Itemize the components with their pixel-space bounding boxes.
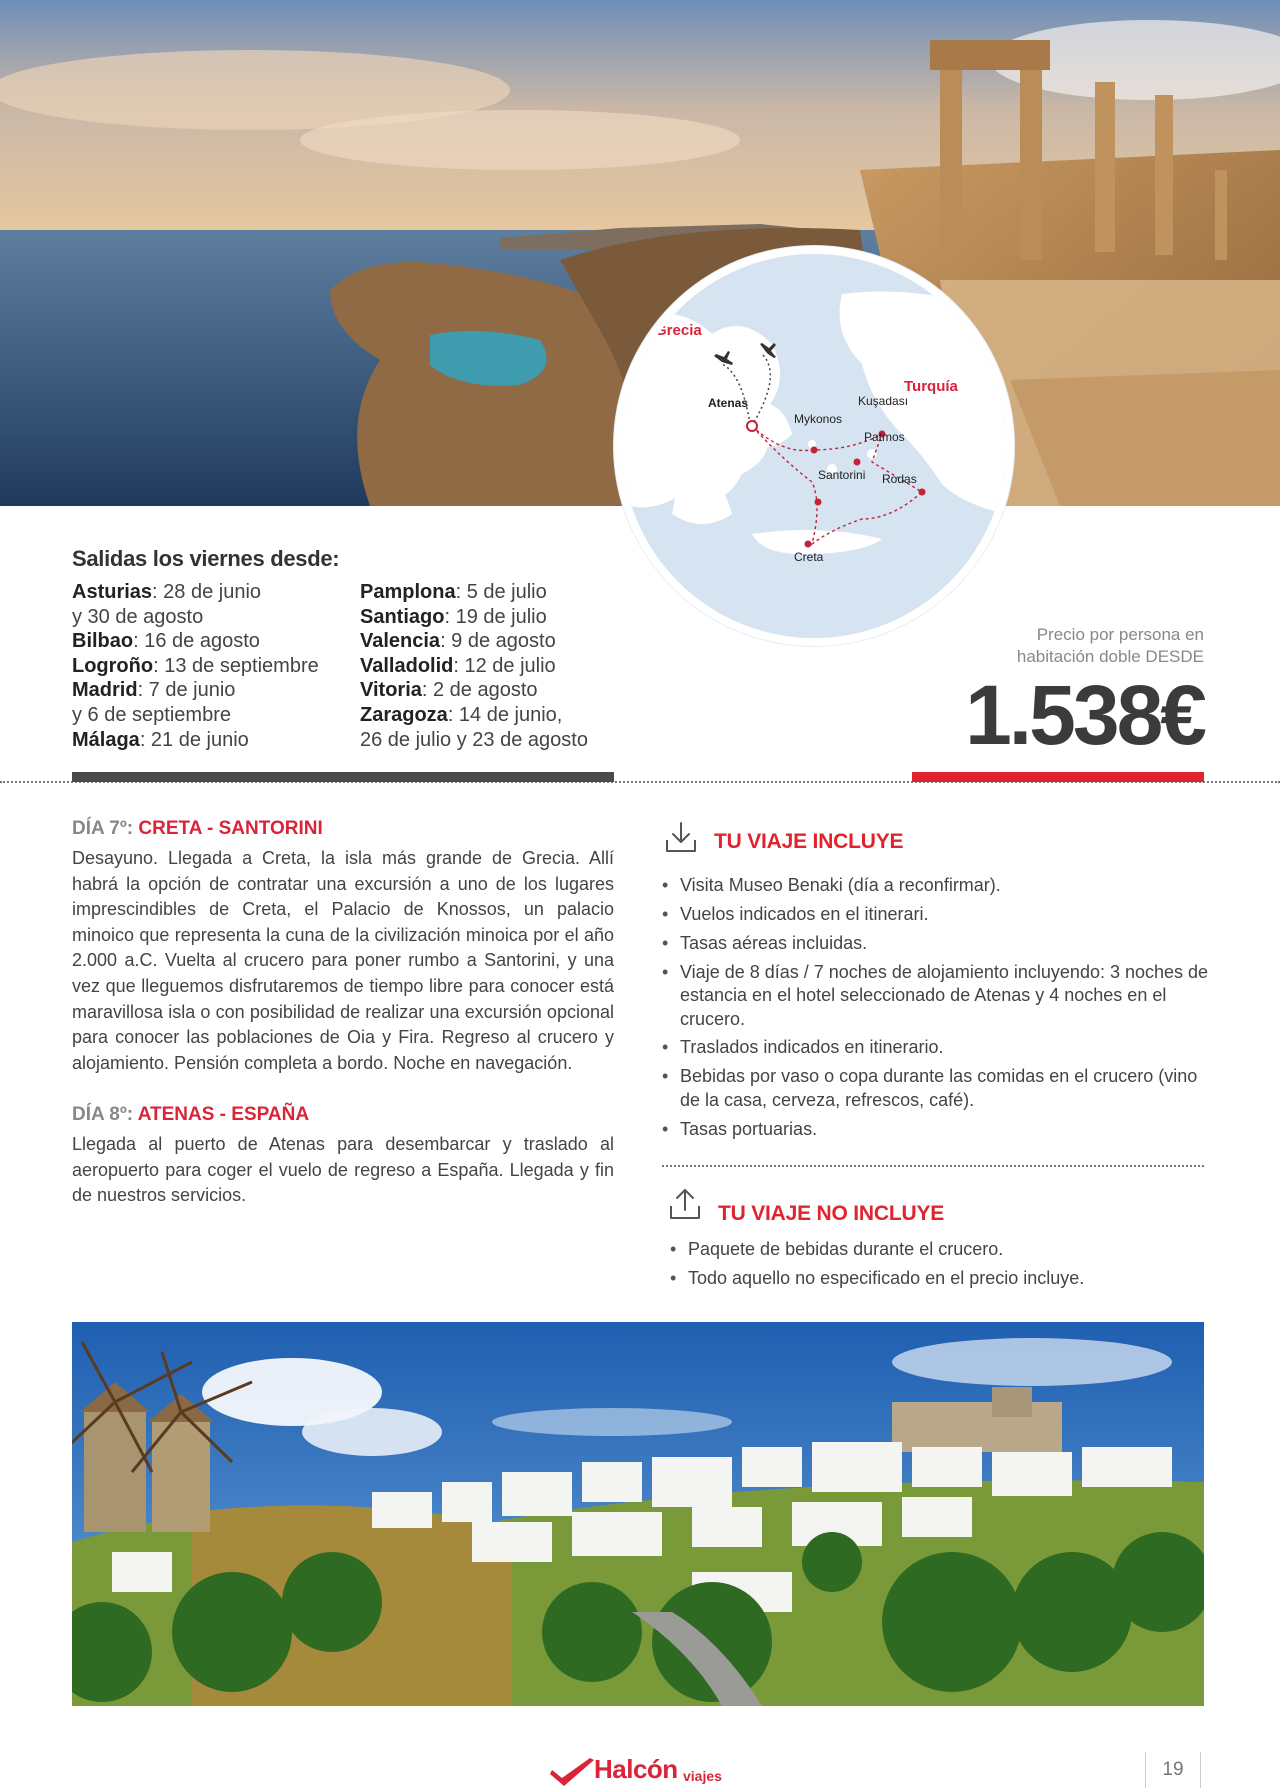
price-note: Precio por persona en habitación doble DESDE <box>1016 625 1204 666</box>
departure-row: Santiago: 19 de julio <box>360 605 547 628</box>
departure-row: Pamplona: 5 de julio <box>360 581 547 603</box>
download-icon <box>664 820 698 854</box>
brand-sub: viajes <box>683 1768 722 1784</box>
list-item: • Bebidas por vaso o copa durante las comidas en el crucero (vino de la casa, cerveza, refrescos, café). <box>662 1065 1210 1112</box>
map-label-mykonos: Mykonos <box>794 412 843 426</box>
red-bar <box>912 772 1204 782</box>
departure-row: 26 de julio y 23 de agosto <box>360 728 588 751</box>
list-item: • Vuelos indicados en el itinerari. <box>662 903 1210 926</box>
map-label-patmos: Patmos <box>864 430 905 444</box>
list-item: • Tasas portuarias. <box>662 1118 1210 1141</box>
map-label-atenas: Atenas <box>708 396 749 410</box>
map-label-turkey: Turquía <box>904 378 958 395</box>
departure-row: Vitoria: 2 de agosto <box>360 679 538 702</box>
map-label-santorini: Santorini <box>818 468 866 482</box>
departure-row: Bilbao: 16 de agosto <box>72 630 260 653</box>
dotted-divider <box>662 1165 1204 1167</box>
list-item: • Viaje de 8 días / 7 noches de alojamiento incluyendo: 3 noches de estancia en el hotel seleccionado de Atenas y 4 noches en el crucero. <box>662 961 1210 1031</box>
departure-row: Valencia: 9 de agosto <box>360 630 556 653</box>
departure-row: y 30 de agosto <box>72 605 204 628</box>
day8-title: DÍA 8º: ATENAS - ESPAÑA <box>72 1104 310 1125</box>
includes-title: TU VIAJE INCLUYE <box>714 830 904 853</box>
map-label-rodas: Rodas <box>882 472 917 486</box>
includes-list <box>662 874 1210 1147</box>
map-label-creta: Creta <box>794 550 824 564</box>
upload-icon <box>668 1186 702 1222</box>
map-label-kusadasi: Kuşadası <box>858 394 909 408</box>
page-number: 19 <box>1145 1752 1201 1788</box>
excludes-title: TU VIAJE NO INCLUYE <box>718 1202 945 1225</box>
departure-row: Madrid: 7 de junio <box>72 679 236 702</box>
day8-text: Llegada al puerto de Atenas para desembarcar y traslado al aeropuerto para coger el vuelo de regreso a España. Llegada y fin de nuestros servicios. <box>72 1134 614 1206</box>
departure-row: y 6 de septiembre <box>72 703 231 726</box>
list-item: • Todo aquello no especificado en el precio incluye. <box>670 1267 1210 1290</box>
day7-text: Desayuno. Llegada a Creta, la isla más grande de Grecia. Allí habrá la opción de contratar una excursión a uno de los lugares imprescindibles de Creta, el Palacio de Knossos, un palacio minoico que representa la cuna de la civilización minoica por el año 2.000 a.C. Vuelta al crucero para poner rumbo a Santorini, y una vez que lleguemos disfrutaremos de tiempo libre para conocer está maravillosa isla o con posibilidad de realizar una excursión opcional para conocer las poblaciones de Oia y Fira. Regreso al crucero y alojamiento. Pensión completa a bordo. Noche en navegación. <box>72 848 614 1073</box>
list-item: • Tasas aéreas incluidas. <box>662 932 1210 955</box>
departure-row: Zaragoza: 14 de junio, <box>360 703 563 726</box>
map-label-greece: Grecia <box>655 322 702 339</box>
departure-row: Asturias: 28 de junio <box>72 581 262 603</box>
excludes-list <box>670 1238 1210 1296</box>
departure-row: Logroño: 13 de septiembre <box>72 654 319 677</box>
departure-row: Málaga: 21 de junio <box>72 728 249 751</box>
brand-name: Halcón <box>594 1754 678 1784</box>
day7-title: DÍA 7º: CRETA - SANTORINI <box>72 818 323 839</box>
list-item: • Paquete de bebidas durante el crucero. <box>670 1238 1210 1261</box>
departures-list-left <box>72 580 342 752</box>
dark-bar <box>72 772 614 782</box>
price-value: 1.538€ <box>965 668 1204 762</box>
bottom-photo <box>72 1322 1204 1706</box>
route-map <box>614 246 1014 646</box>
departures-title: Salidas los viernes desde: <box>72 546 340 571</box>
list-item: • Visita Museo Benaki (día a reconfirmar). <box>662 874 1210 897</box>
departure-row: Valladolid: 12 de julio <box>360 654 556 677</box>
departures-list-right <box>360 580 630 752</box>
list-item: • Traslados indicados en itinerario. <box>662 1036 1210 1059</box>
